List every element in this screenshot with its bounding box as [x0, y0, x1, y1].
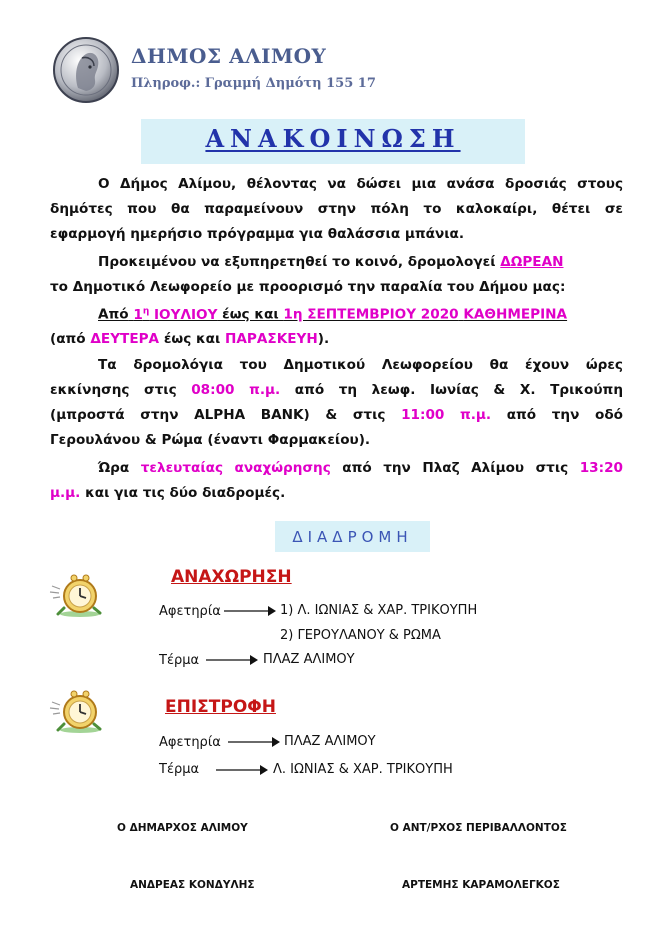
running-clock-icon: [48, 572, 108, 618]
second-departure-time: 11:00 π.μ.: [401, 407, 492, 423]
last-departure-time-suffix: μ.μ.: [50, 485, 81, 501]
return-start-label: Αφετηρία: [159, 735, 221, 750]
deputy-mayor-name: ΑΡΤΕΜΗΣ ΚΑΡΑΜΟΛΕΓΚΟΣ: [402, 879, 560, 891]
last-departure-highlight: τελευταίας αναχώρησης: [140, 460, 331, 476]
departure-end: ΠΛΑΖ ΑΛΙΜΟΥ: [263, 652, 355, 667]
announcement-title: ΑΝΑΚΟΙΝΩΣΗ: [205, 124, 461, 153]
info-hotline: Πληροφ.: Γραμμή Δημότη 155 17: [131, 76, 376, 91]
arrow-right-icon: [228, 735, 280, 749]
paragraph-2-text: Προκειμένου να εξυπηρετηθεί το κοινό, δρομολογεί: [98, 254, 496, 270]
return-heading: ΕΠΙΣΤΡΟΦΗ: [165, 697, 276, 717]
paragraph-1-line-2: δημότες που θα παραμείνουν στην πόλη το καλοκαίρι, θέτει σε: [50, 201, 623, 217]
start-date: $1^\eta$ ΙΟΥΛΙΟΥ: [133, 306, 218, 323]
end-date: 1η ΣΕΠΤΕΜΒΡΙΟΥ 2020: [283, 306, 459, 323]
return-start: ΠΛΑΖ ΑΛΙΜΟΥ: [284, 734, 376, 749]
organization-name: ΔΗΜΟΣ ΑΛΙΜΟΥ: [131, 44, 327, 68]
paragraph-5-line-1: Ώρα τελευταίας αναχώρησης από την Πλαζ Αλίμου στις 13:20: [98, 460, 623, 476]
departure-stop-1: 1) Λ. ΙΩΝΙΑΣ & ΧΑΡ. ΤΡΙΚΟΥΠΗ: [280, 603, 478, 618]
running-clock-icon: [48, 688, 108, 734]
paragraph-5-line-2: μ.μ. και για τις δύο διαδρομές.: [50, 485, 286, 501]
return-end: Λ. ΙΩΝΙΑΣ & ΧΑΡ. ΤΡΙΚΟΥΠΗ: [273, 762, 453, 777]
return-end-label: Τέρμα: [159, 762, 200, 777]
weekday-range-line: (από ΔΕΥΤΕΡΑ έως και ΠΑΡΑΣΚΕΥΗ).: [50, 331, 330, 347]
deputy-mayor-title: Ο ΑΝΤ/ΡΧΟΣ ΠΕΡΙΒΑΛΛΟΝΤΟΣ: [390, 822, 567, 834]
announcement-banner: [141, 119, 525, 164]
until-word: έως και: [217, 306, 284, 323]
mayor-name: ΑΝΔΡΕΑΣ ΚΟΝΔΥΛΗΣ: [130, 879, 255, 891]
friday-highlight: ΠΑΡΑΣΚΕΥΗ: [225, 331, 318, 347]
mayor-title: Ο ΔΗΜΑΡΧΟΣ ΑΛΙΜΟΥ: [117, 822, 248, 834]
paragraph-1-line-3: εφαρμογή ημερήσιο πρόγραμμα για θαλάσσια μπάνια.: [50, 226, 465, 242]
arrow-right-icon: [224, 604, 276, 618]
municipality-seal-logo: [52, 36, 120, 104]
departure-start-label: Αφετηρία: [159, 604, 221, 619]
arrow-right-icon: [216, 763, 268, 777]
departure-heading: ΑΝΑΧΩΡΗΣΗ: [171, 567, 292, 587]
from-word: Από: [98, 306, 129, 323]
paragraph-4-line-4: Γερουλάνου & Ρώμα (έναντι Φαρμακείου).: [50, 432, 371, 448]
paragraph-2-line-2: το Δημοτικό Λεωφορείο με προορισμό την παραλία του Δήμου μας:: [50, 279, 566, 295]
monday-highlight: ΔΕΥΤΕΡΑ: [90, 331, 160, 347]
last-departure-time: 13:20: [579, 460, 623, 476]
paragraph-4-line-1: Τα δρομολόγια του Δημοτικού Λεωφορείου θα έχουν ώρες: [98, 357, 623, 373]
paragraph-1-line-1: Ο Δήμος Αλίμου, θέλοντας να δώσει μια ανάσα δροσιάς στους: [98, 176, 623, 192]
paragraph-4-line-3: (μπροστά στην ALPHA BANK) & στις 11:00 π.μ. από την οδό: [50, 407, 624, 423]
arrow-right-icon: [206, 653, 258, 667]
departure-end-label: Τέρμα: [159, 653, 200, 668]
daily-highlight: ΚΑΘΗΜΕΡΙΝΑ: [463, 306, 568, 323]
paragraph-4-line-2: εκκίνησης στις 08:00 π.μ. από τη λεωφ. Ιωνίας & Χ. Τρικούπη: [50, 382, 623, 398]
date-range-line: [98, 306, 567, 323]
first-departure-time: 08:00 π.μ.: [191, 382, 281, 398]
free-highlight: ΔΩΡΕΑΝ: [500, 254, 564, 270]
route-title: ΔΙΑΔΡΟΜΗ: [292, 528, 413, 546]
departure-stop-2: 2) ΓΕΡΟΥΛΑΝΟΥ & ΡΩΜΑ: [280, 628, 441, 643]
route-title-box: [275, 521, 430, 552]
paragraph-2-line-1: [98, 254, 564, 270]
